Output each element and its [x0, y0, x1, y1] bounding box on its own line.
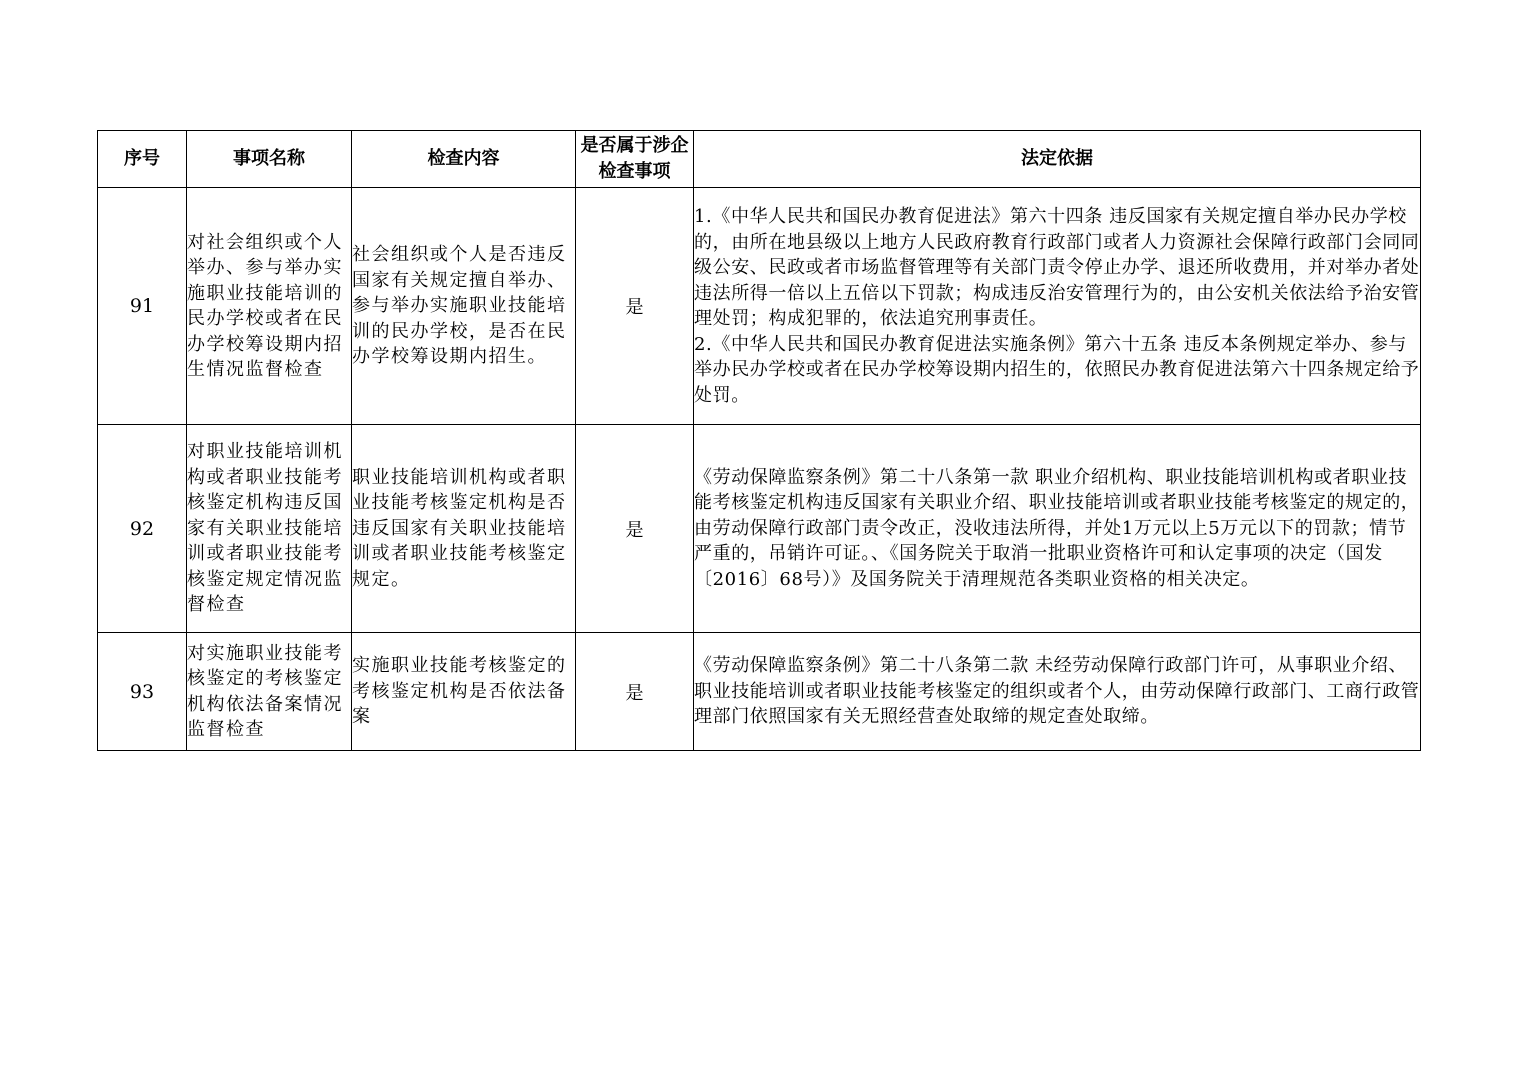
table-row — [98, 188, 1421, 425]
row-legal-basis — [694, 425, 1421, 633]
legal-basis-paragraph: 《劳动保障监察条例》第二十八条第二款 未经劳动保障行政部门许可，从事职业介绍、职业技能培训或者职业技能考核鉴定的组织或者个人，由劳动保障行政部门、工商行政管理部门依照国家有关无照经营查处取缔的规定查处取缔。 — [694, 655, 1420, 728]
row-item-name: 对实施职业技能考核鉴定的考核鉴定机构依法备案情况监督检查 — [187, 633, 352, 751]
legal-basis-paragraph: 2.《中华人民共和国民办教育促进法实施条例》第六十五条 违反本条例规定举办、参与举办民办学校或者在民办学校筹设期内招生的，依照民办教育促进法第六十四条规定给予处罚。 — [694, 333, 1420, 406]
header-legal-basis: 法定依据 — [694, 131, 1421, 188]
table-row — [98, 425, 1421, 633]
row-serial-number: 91 — [98, 188, 187, 425]
legal-basis-paragraph: 1.《中华人民共和国民办教育促进法》第六十四条 违反国家有关规定擅自举办民办学校的，由所在地县级以上地方人民政府教育行政部门或者人力资源社会保障行政部门会同同级公安、民政或者市场监督管理等有关部门责令停止办学、退还所收费用，并对举办者处违法所得一倍以上五倍以下罚款；构成违反治安管理行为的，由公安机关依法给予治安管理处罚；构成犯罪的，依法追究刑事责任。 — [694, 206, 1420, 329]
header-enterprise-flag: 是否属于涉企检查事项 — [576, 131, 694, 188]
header-item-name: 事项名称 — [187, 131, 352, 188]
row-inspection-content: 实施职业技能考核鉴定的考核鉴定机构是否依法备案 — [352, 633, 576, 751]
row-enterprise-flag: 是 — [576, 188, 694, 425]
row-enterprise-flag: 是 — [576, 633, 694, 751]
row-enterprise-flag: 是 — [576, 425, 694, 633]
row-serial-number: 93 — [98, 633, 187, 751]
row-item-name: 对职业技能培训机构或者职业技能考核鉴定机构违反国家有关职业技能培训或者职业技能考核鉴定规定情况监督检查 — [187, 425, 352, 633]
header-inspection-content: 检查内容 — [352, 131, 576, 188]
row-legal-basis — [694, 188, 1421, 425]
inspection-items-table — [97, 130, 1421, 751]
header-serial-number: 序号 — [98, 131, 187, 188]
table-row — [98, 633, 1421, 751]
row-inspection-content: 职业技能培训机构或者职业技能考核鉴定机构是否违反国家有关职业技能培训或者职业技能考核鉴定规定。 — [352, 425, 576, 633]
row-item-name: 对社会组织或个人举办、参与举办实施职业技能培训的民办学校或者在民办学校筹设期内招生情况监督检查 — [187, 188, 352, 425]
row-serial-number: 92 — [98, 425, 187, 633]
row-legal-basis — [694, 633, 1421, 751]
table-header-row — [98, 131, 1421, 188]
legal-basis-paragraph: 《劳动保障监察条例》第二十八条第一款 职业介绍机构、职业技能培训机构或者职业技能考核鉴定机构违反国家有关职业介绍、职业技能培训或者职业技能考核鉴定的规定的，由劳动保障行政部门责令改正，没收违法所得，并处1万元以上5万元以下的罚款；情节严重的，吊销许可证。、《国务院关于取消一批职业资格许可和认定事项的决定（国发〔2016〕68号）》及国务院关于清理规范各类职业资格的相关决定。 — [694, 466, 1420, 590]
row-inspection-content: 社会组织或个人是否违反国家有关规定擅自举办、参与举办实施职业技能培训的民办学校，是否在民办学校筹设期内招生。 — [352, 188, 576, 425]
